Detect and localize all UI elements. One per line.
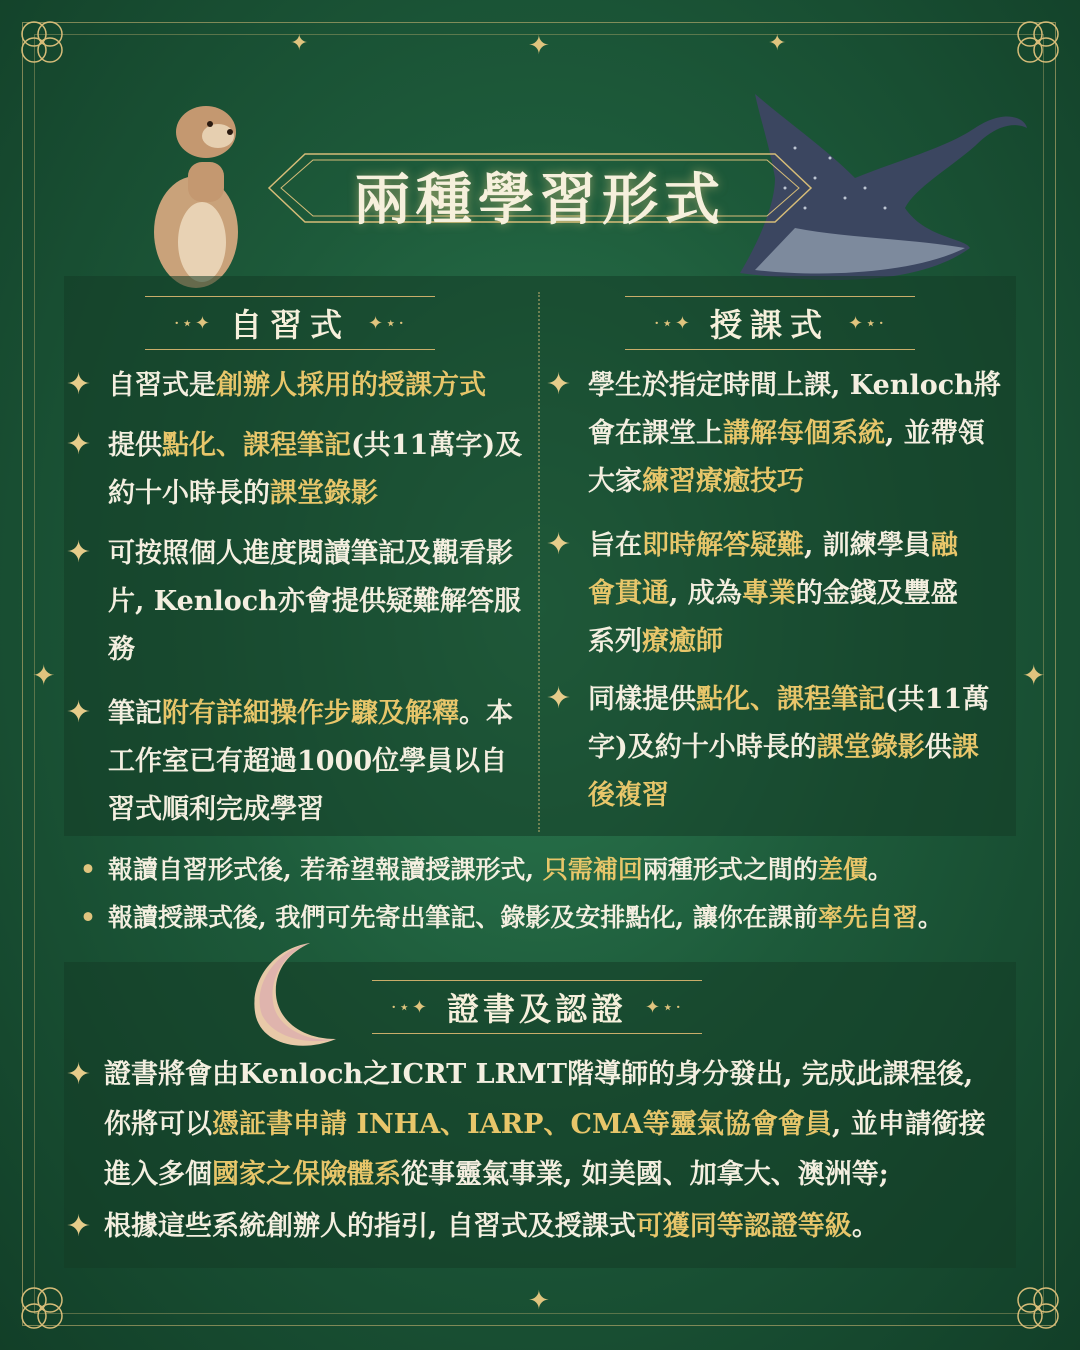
highlight-text: 可獲同等認證等級 xyxy=(635,1211,852,1242)
body-text: 從事靈氣事業, 如美國、加拿大、澳洲等; xyxy=(401,1159,889,1190)
certificate-heading: 證書及認證 xyxy=(446,990,627,1028)
highlight-text: 附有詳細操作步驟及解釋 xyxy=(162,698,459,729)
certificate-header xyxy=(372,980,702,1034)
self-study-heading: 自習式 xyxy=(229,306,350,344)
body-text: (共11萬字)及約十小時長的 xyxy=(108,430,523,509)
note-text xyxy=(108,855,893,884)
crescent-moon-illustration xyxy=(240,935,360,1055)
highlight-text: 率先自習 xyxy=(817,903,918,932)
four-point-star-icon: ✦ xyxy=(528,1286,550,1316)
bullet-star-icon: ✦ xyxy=(66,535,92,570)
body-text: 自習式是 xyxy=(108,370,216,401)
four-point-star-icon: ✦ xyxy=(290,31,309,56)
body-text: 同樣提供 xyxy=(588,684,696,715)
body-text: (共11萬字)及約十小時長的 xyxy=(588,684,990,763)
body-text: 兩種形式之間的 xyxy=(642,855,818,884)
body-text: , 訓練學員 xyxy=(804,530,931,561)
certificate-item xyxy=(104,1050,1009,1200)
header-ornament-icon: ·⋆✦ xyxy=(653,312,692,334)
bullet-star-icon: ✦ xyxy=(66,1057,92,1092)
body-text: 供 xyxy=(924,732,952,763)
four-point-star-icon: ✦ xyxy=(1022,659,1046,692)
title-banner xyxy=(265,148,815,233)
header-ornament-icon: ✦⋆· xyxy=(645,996,684,1018)
body-text: 。 xyxy=(917,903,943,932)
body-text: 。 xyxy=(867,855,893,884)
otter-illustration xyxy=(148,92,248,290)
highlight-text: 練習療癒技巧 xyxy=(642,466,804,497)
header-ornament-icon: ✦⋆· xyxy=(368,312,407,334)
corner-ornament-icon xyxy=(14,14,70,70)
class-study-item xyxy=(588,522,973,666)
four-point-star-icon: ✦ xyxy=(32,659,56,692)
bullet-star-icon: ✦ xyxy=(66,695,92,730)
class-study-heading: 授課式 xyxy=(709,306,830,344)
header-ornament-icon: ✦⋆· xyxy=(848,312,887,334)
highlight-text: 課後複習 xyxy=(588,732,979,811)
highlight-text: 國家之保險體系 xyxy=(212,1159,401,1190)
note-dot-icon: • xyxy=(80,903,96,932)
highlight-text: 點化、課程筆記 xyxy=(162,430,351,461)
highlight-text: 差價 xyxy=(817,855,868,884)
class-study-item xyxy=(588,676,993,820)
bullet-star-icon: ✦ xyxy=(66,1209,92,1244)
page-title: 兩種學習形式 xyxy=(354,167,726,233)
corner-ornament-icon xyxy=(1010,1280,1066,1336)
highlight-text: 創辦人採用的授課方式 xyxy=(216,370,486,401)
highlight-text: 即時解答疑難 xyxy=(642,530,804,561)
bullet-star-icon: ✦ xyxy=(66,427,92,462)
certificate-item xyxy=(104,1202,1009,1252)
highlight-text: 只需補回 xyxy=(542,855,643,884)
self-study-item xyxy=(108,530,533,674)
corner-ornament-icon xyxy=(1010,14,1066,70)
body-text: , 並帶領大家 xyxy=(588,418,985,497)
corner-ornament-icon xyxy=(14,1280,70,1336)
bullet-star-icon: ✦ xyxy=(66,367,92,402)
self-study-header xyxy=(145,296,435,350)
body-text: , 成為 xyxy=(669,578,742,609)
highlight-text: 療癒師 xyxy=(642,626,723,657)
four-point-star-icon: ✦ xyxy=(528,31,550,61)
note-line xyxy=(80,898,1040,938)
note-dot-icon: • xyxy=(80,855,96,884)
bullet-star-icon: ✦ xyxy=(546,681,572,716)
highlight-text: 憑証書申請 INHA、IARP、CMA等靈氣協會會員 xyxy=(212,1109,832,1140)
header-ornament-icon: ·⋆✦ xyxy=(173,312,212,334)
highlight-text: 點化、課程筆記 xyxy=(696,684,885,715)
highlight-text: 課堂錄影 xyxy=(270,478,378,509)
body-text: 可按照個人進度閱讀筆記及觀看影片, Kenloch亦會提供疑難解答服務 xyxy=(108,538,521,665)
note-text xyxy=(108,903,943,932)
four-point-star-icon: ✦ xyxy=(768,31,787,56)
body-text: 報讀自習形式後, 若希望報讀授課形式, xyxy=(107,855,543,884)
class-study-item xyxy=(588,362,1003,506)
highlight-text: 專業 xyxy=(741,578,796,609)
bullet-star-icon: ✦ xyxy=(546,527,572,562)
class-study-header xyxy=(625,296,915,350)
body-text: 的金錢及豐盛系列 xyxy=(588,578,958,657)
body-text: 根據這些系統創辦人的指引, 自習式及授課式 xyxy=(104,1211,636,1242)
body-text: 學生於指定時間上課, Kenloch將會在課堂上 xyxy=(588,370,1001,449)
highlight-text: 融會貫通 xyxy=(588,530,958,609)
highlight-text: 課堂錄影 xyxy=(816,732,925,763)
body-text: 提供 xyxy=(108,430,162,461)
note-line xyxy=(80,850,1040,890)
body-text: 證書將會由Kenloch之ICRT LRMT階導師的身分發出, 完成此課程後, 你將可以 xyxy=(104,1059,974,1140)
column-divider xyxy=(538,292,540,832)
self-study-item xyxy=(108,362,533,410)
body-text: 。 xyxy=(851,1211,879,1242)
body-text: 旨在 xyxy=(588,530,642,561)
highlight-text: 講解每個系統 xyxy=(723,418,885,449)
body-text: 筆記 xyxy=(108,698,162,729)
body-text: 報讀授課式後, 我們可先寄出筆記、錄影及安排點化, 讓你在課前 xyxy=(107,903,818,932)
self-study-item xyxy=(108,422,533,518)
header-ornament-icon: ·⋆✦ xyxy=(390,996,429,1018)
body-text: 。本工作室已有超過1000位學員以自習式順利完成學習 xyxy=(108,698,513,825)
self-study-item xyxy=(108,690,533,834)
body-text: , 並申請銜接進入多個 xyxy=(104,1109,986,1190)
bullet-star-icon: ✦ xyxy=(546,367,572,402)
